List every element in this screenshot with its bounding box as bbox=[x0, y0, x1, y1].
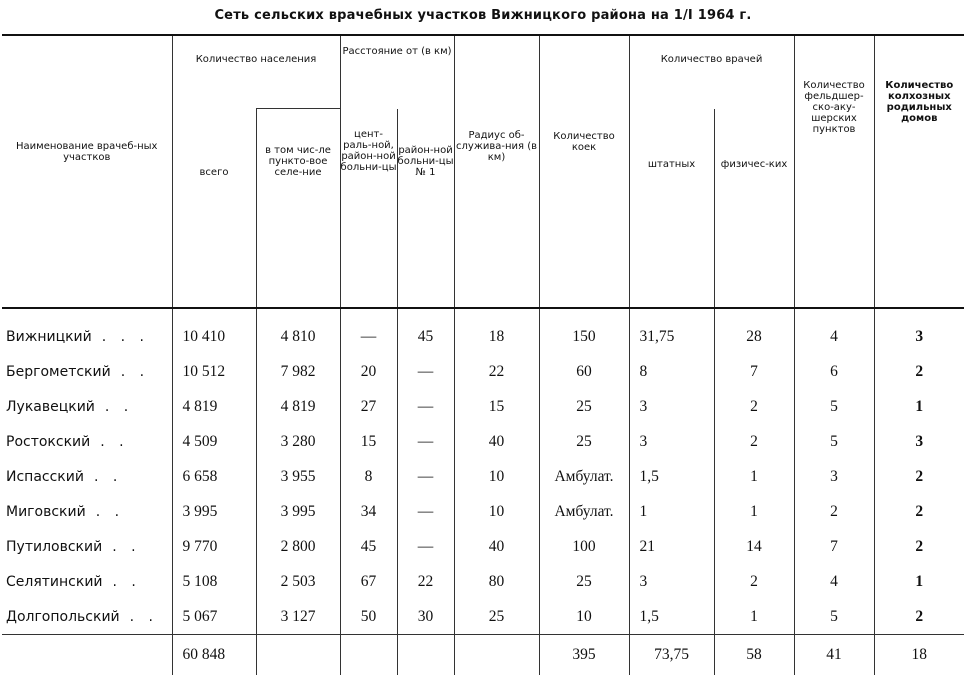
cell-radius: 10 bbox=[454, 459, 539, 494]
cell-beds: 25 bbox=[539, 564, 629, 599]
page-title: Сеть сельских врачебных участков Вижницкого района на 1/I 1964 г. bbox=[0, 8, 966, 23]
total-doc-actual: 58 bbox=[714, 635, 794, 675]
header-dist-central: цент-раль-ной, район-ной больни-цы bbox=[340, 109, 397, 308]
cell-beds: 60 bbox=[539, 354, 629, 389]
cell-radius: 10 bbox=[454, 494, 539, 529]
row-name-text: Лукавецкий bbox=[6, 399, 95, 415]
table-row bbox=[2, 564, 964, 599]
cell-doc-actual: 1 bbox=[714, 599, 794, 635]
table-row bbox=[2, 529, 964, 564]
cell-maternity: 2 bbox=[874, 354, 964, 389]
row-leader-dots: . . bbox=[105, 399, 133, 415]
cell-pop-total: 5 108 bbox=[172, 564, 256, 599]
table-row bbox=[2, 459, 964, 494]
row-name bbox=[2, 424, 172, 459]
header-doc-actual: физичес-ких bbox=[714, 109, 794, 308]
cell-pop-village: 3 280 bbox=[256, 424, 340, 459]
cell-doc-staff: 1,5 bbox=[629, 459, 714, 494]
cell-dist-district: — bbox=[397, 354, 454, 389]
cell-dist-central: 50 bbox=[340, 599, 397, 635]
row-name bbox=[2, 354, 172, 389]
cell-beds: 100 bbox=[539, 529, 629, 564]
row-name-text: Долгопольский bbox=[6, 609, 120, 625]
cell-dist-central: 8 bbox=[340, 459, 397, 494]
cell-pop-village: 4 810 bbox=[256, 308, 340, 354]
header-dist-district: район-ной больни-цы № 1 bbox=[397, 109, 454, 308]
table-row bbox=[2, 308, 964, 354]
cell-pop-total: 10 512 bbox=[172, 354, 256, 389]
cell-dist-district: — bbox=[397, 459, 454, 494]
cell-dist-central: 15 bbox=[340, 424, 397, 459]
cell-maternity: 2 bbox=[874, 494, 964, 529]
cell-dist-central: 27 bbox=[340, 389, 397, 424]
header-beds: Количество коек bbox=[539, 35, 629, 308]
row-name-text: Селятинский bbox=[6, 574, 103, 590]
table-row bbox=[2, 424, 964, 459]
table-row bbox=[2, 599, 964, 635]
cell-maternity: 2 bbox=[874, 529, 964, 564]
total-pop-total: 60 848 bbox=[172, 635, 256, 675]
row-leader-dots: . . bbox=[112, 539, 140, 555]
cell-doc-staff: 1 bbox=[629, 494, 714, 529]
cell-doc-actual: 2 bbox=[714, 389, 794, 424]
row-leader-dots: . . bbox=[100, 434, 128, 450]
cell-dist-district: 45 bbox=[397, 308, 454, 354]
row-leader-dots: . . bbox=[94, 469, 122, 485]
header-population: Количество населения bbox=[172, 35, 340, 109]
totals-row bbox=[2, 635, 964, 675]
cell-radius: 40 bbox=[454, 424, 539, 459]
cell-dist-district: 30 bbox=[397, 599, 454, 635]
cell-dist-central: 34 bbox=[340, 494, 397, 529]
row-name-text: Миговский bbox=[6, 504, 86, 520]
header-distance: Расстояние от (в км) bbox=[340, 35, 454, 109]
cell-pop-village: 3 995 bbox=[256, 494, 340, 529]
cell-doc-staff: 21 bbox=[629, 529, 714, 564]
cell-doc-staff: 8 bbox=[629, 354, 714, 389]
cell-doc-actual: 2 bbox=[714, 564, 794, 599]
cell-feldsher: 6 bbox=[794, 354, 874, 389]
row-name bbox=[2, 389, 172, 424]
cell-doc-staff: 31,75 bbox=[629, 308, 714, 354]
row-name bbox=[2, 308, 172, 354]
cell-beds: 10 bbox=[539, 599, 629, 635]
cell-pop-total: 5 067 bbox=[172, 599, 256, 635]
row-name-text: Ростокский bbox=[6, 434, 90, 450]
cell-dist-district: 22 bbox=[397, 564, 454, 599]
table-row bbox=[2, 354, 964, 389]
table-row bbox=[2, 389, 964, 424]
cell-feldsher: 4 bbox=[794, 308, 874, 354]
cell-pop-village: 4 819 bbox=[256, 389, 340, 424]
total-maternity: 18 bbox=[874, 635, 964, 675]
cell-feldsher: 5 bbox=[794, 424, 874, 459]
cell-dist-district: — bbox=[397, 529, 454, 564]
cell-maternity: 2 bbox=[874, 459, 964, 494]
row-name-text: Испасский bbox=[6, 469, 84, 485]
header-pop-village: в том чис-ле пункто-вое селе-ние bbox=[256, 109, 340, 308]
cell-doc-actual: 2 bbox=[714, 424, 794, 459]
cell-doc-staff: 3 bbox=[629, 564, 714, 599]
cell-doc-staff: 3 bbox=[629, 424, 714, 459]
cell-doc-actual: 1 bbox=[714, 494, 794, 529]
total-doc-staff: 73,75 bbox=[629, 635, 714, 675]
cell-dist-central: 67 bbox=[340, 564, 397, 599]
header-pop-total: всего bbox=[172, 109, 256, 308]
cell-doc-staff: 1,5 bbox=[629, 599, 714, 635]
cell-doc-actual: 1 bbox=[714, 459, 794, 494]
cell-pop-village: 3 955 bbox=[256, 459, 340, 494]
row-leader-dots: . . bbox=[130, 609, 158, 625]
row-name bbox=[2, 564, 172, 599]
cell-radius: 25 bbox=[454, 599, 539, 635]
header-feldsher: Количество фельдшер-ско-аку-шерских пунктов bbox=[794, 35, 874, 308]
cell-feldsher: 4 bbox=[794, 564, 874, 599]
table-row bbox=[2, 494, 964, 529]
cell-dist-central: 20 bbox=[340, 354, 397, 389]
cell-pop-total: 10 410 bbox=[172, 308, 256, 354]
cell-pop-total: 4 819 bbox=[172, 389, 256, 424]
cell-pop-total: 3 995 bbox=[172, 494, 256, 529]
cell-radius: 18 bbox=[454, 308, 539, 354]
cell-feldsher: 5 bbox=[794, 599, 874, 635]
cell-pop-village: 7 982 bbox=[256, 354, 340, 389]
cell-feldsher: 5 bbox=[794, 389, 874, 424]
cell-beds: 25 bbox=[539, 424, 629, 459]
cell-beds: Амбулат. bbox=[539, 459, 629, 494]
cell-dist-district: — bbox=[397, 389, 454, 424]
cell-dist-central: — bbox=[340, 308, 397, 354]
row-leader-dots: . . bbox=[96, 504, 124, 520]
row-name-text: Бергометский bbox=[6, 364, 111, 380]
cell-dist-district: — bbox=[397, 494, 454, 529]
header-name: Наименование врачеб-ных участков bbox=[2, 35, 172, 308]
cell-pop-total: 9 770 bbox=[172, 529, 256, 564]
cell-radius: 40 bbox=[454, 529, 539, 564]
cell-maternity: 3 bbox=[874, 424, 964, 459]
row-name bbox=[2, 459, 172, 494]
row-leader-dots: . . bbox=[121, 364, 149, 380]
row-leader-dots: . . bbox=[113, 574, 141, 590]
header-doc-staff: штатных bbox=[629, 109, 714, 308]
cell-doc-actual: 28 bbox=[714, 308, 794, 354]
cell-maternity: 2 bbox=[874, 599, 964, 635]
cell-doc-staff: 3 bbox=[629, 389, 714, 424]
cell-feldsher: 7 bbox=[794, 529, 874, 564]
cell-doc-actual: 14 bbox=[714, 529, 794, 564]
cell-feldsher: 3 bbox=[794, 459, 874, 494]
cell-beds: 25 bbox=[539, 389, 629, 424]
cell-pop-village: 3 127 bbox=[256, 599, 340, 635]
row-name bbox=[2, 494, 172, 529]
header-doctors: Количество врачей bbox=[629, 35, 794, 109]
cell-radius: 80 bbox=[454, 564, 539, 599]
row-name-text: Вижницкий bbox=[6, 329, 92, 345]
row-leader-dots: . . . bbox=[102, 329, 149, 345]
header-radius: Радиус об-служива-ния (в км) bbox=[454, 35, 539, 308]
row-name-text: Путиловский bbox=[6, 539, 102, 555]
cell-beds: Амбулат. bbox=[539, 494, 629, 529]
cell-radius: 22 bbox=[454, 354, 539, 389]
cell-beds: 150 bbox=[539, 308, 629, 354]
cell-pop-village: 2 800 bbox=[256, 529, 340, 564]
cell-pop-village: 2 503 bbox=[256, 564, 340, 599]
row-name bbox=[2, 529, 172, 564]
cell-doc-actual: 7 bbox=[714, 354, 794, 389]
cell-pop-total: 6 658 bbox=[172, 459, 256, 494]
cell-maternity: 1 bbox=[874, 564, 964, 599]
data-table bbox=[2, 34, 964, 675]
total-beds: 395 bbox=[539, 635, 629, 675]
total-feldsher: 41 bbox=[794, 635, 874, 675]
row-name bbox=[2, 599, 172, 635]
cell-feldsher: 2 bbox=[794, 494, 874, 529]
cell-dist-district: — bbox=[397, 424, 454, 459]
cell-pop-total: 4 509 bbox=[172, 424, 256, 459]
cell-maternity: 3 bbox=[874, 308, 964, 354]
header-maternity: Количество колхозных родильных домов bbox=[874, 35, 964, 308]
cell-radius: 15 bbox=[454, 389, 539, 424]
cell-dist-central: 45 bbox=[340, 529, 397, 564]
cell-maternity: 1 bbox=[874, 389, 964, 424]
